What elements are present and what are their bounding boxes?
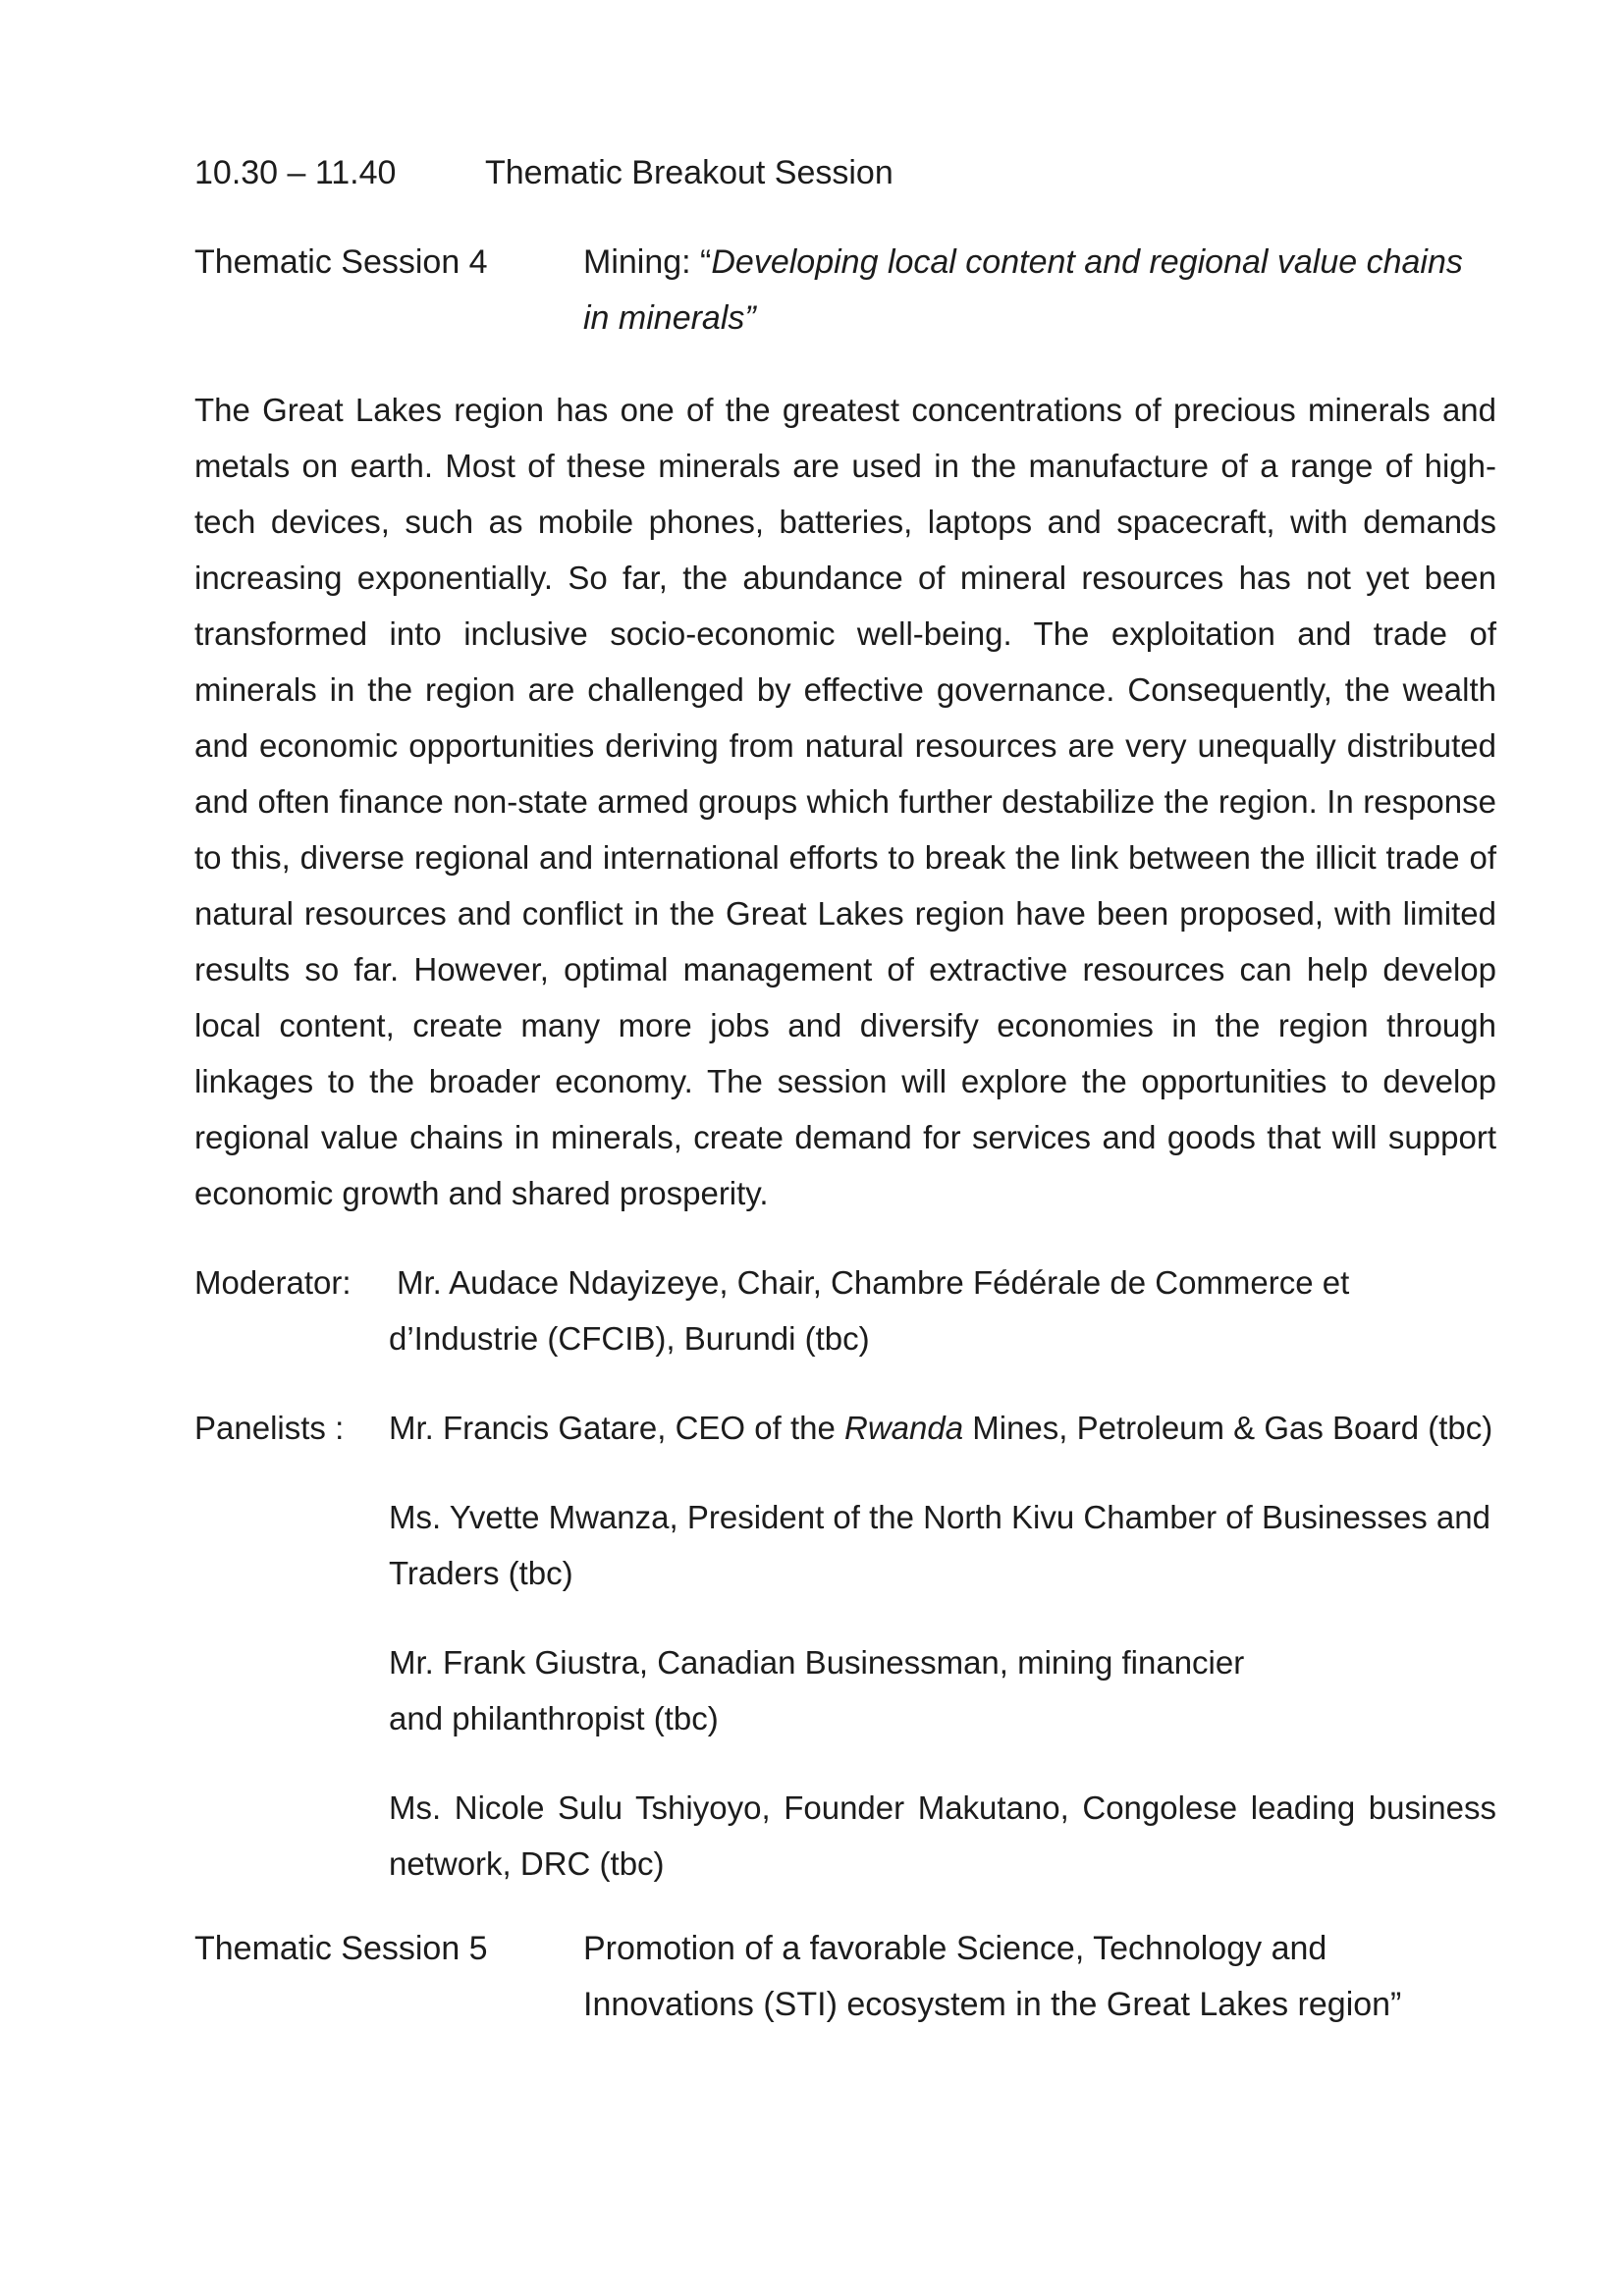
breakout-title: Thematic Breakout Session [485,154,893,191]
session4-title-prefix: Mining: “ [583,243,712,281]
panelist-1-name: Mr. Francis Gatare, [389,1410,667,1446]
panelist-3-role: , Canadian Businessman, mining financier and philanthropist (tbc) [389,1644,1245,1736]
session-time: 10.30 – 11.40 [194,154,397,191]
moderator-name: Mr. Audace Ndayizeye, [397,1264,729,1301]
breakout-header [194,145,1496,201]
document-page [194,145,1496,2033]
session4-header [194,235,1496,347]
panelist-1-role-b: Mines, Petroleum & Gas Board (tbc) [963,1410,1493,1446]
panelist-3-title: Mr. [389,1644,443,1681]
panelist-4-name: Ms. Nicole Sulu Tshiyoyo, [389,1789,771,1826]
moderator-block [194,1255,1496,1366]
moderator-entry [389,1255,1489,1366]
panelist-4 [389,1780,1496,1892]
session5-header [194,1921,1496,2033]
moderator-role: Chair, Chambre Fédérale de Commerce et d’Industrie (CFCIB), Burundi (tbc) [389,1264,1350,1357]
panelist-3-name: Frank Giustra [443,1644,639,1681]
panelist-1 [389,1400,1496,1456]
session4-label: Thematic Session 4 [194,243,488,281]
moderator-label: Moderator: [194,1264,352,1301]
panelists-label: Panelists : [194,1410,345,1446]
panelist-2-role: President of the North Kivu Chamber of Businesses and Traders (tbc) [389,1499,1490,1591]
panelist-1-role-a: CEO of the [666,1410,844,1446]
session4-title [583,235,1491,347]
session5-label: Thematic Session 5 [194,1930,488,1967]
panelist-1-role-italic: Rwanda [844,1410,964,1446]
panelist-3 [389,1634,1302,1746]
panelist-2-name: Ms. Yvette Mwanza, [389,1499,678,1535]
session4-title-italic: Developing local content and regional value chains in minerals” [583,243,1463,337]
session5-title: Promotion of a favorable Science, Technology and Innovations (STI) ecosystem in the Great Lakes region” [583,1930,1402,2023]
panelist-2 [389,1489,1496,1601]
session4-description: The Great Lakes region has one of the greatest concentrations of precious minerals and metals on earth. Most of these minerals are used in the manufacture of a range of high-tech devices, such as mobile phones, batteries, laptops and spacecraft, with demands increasing exponentially. So far, the abundance of mineral resources has not yet been transformed into inclusive socio-economic well-being. The exploitation and trade of minerals in the region are challenged by effective governance. Consequently, the wealth and economic opportunities deriving from natural resources are very unequally distributed and often finance non-state armed groups which further destabilize the region. In response to this, diverse regional and international efforts to break the link between the illicit trade of natural resources and conflict in the Great Lakes region have been proposed, with limited results so far. However, optimal management of extractive resources can help develop local content, create many more jobs and diversify economies in the region through linkages to the broader economy. The session will explore the opportunities to develop regional value chains in minerals, create demand for services and goods that will support economic growth and shared prosperity. [194,392,1496,1211]
panelists-block [194,1400,1496,1892]
panelists-list [389,1400,1496,1892]
panelist-4-role: Founder Makutano, Congolese leading business network, DRC (tbc) [389,1789,1496,1882]
